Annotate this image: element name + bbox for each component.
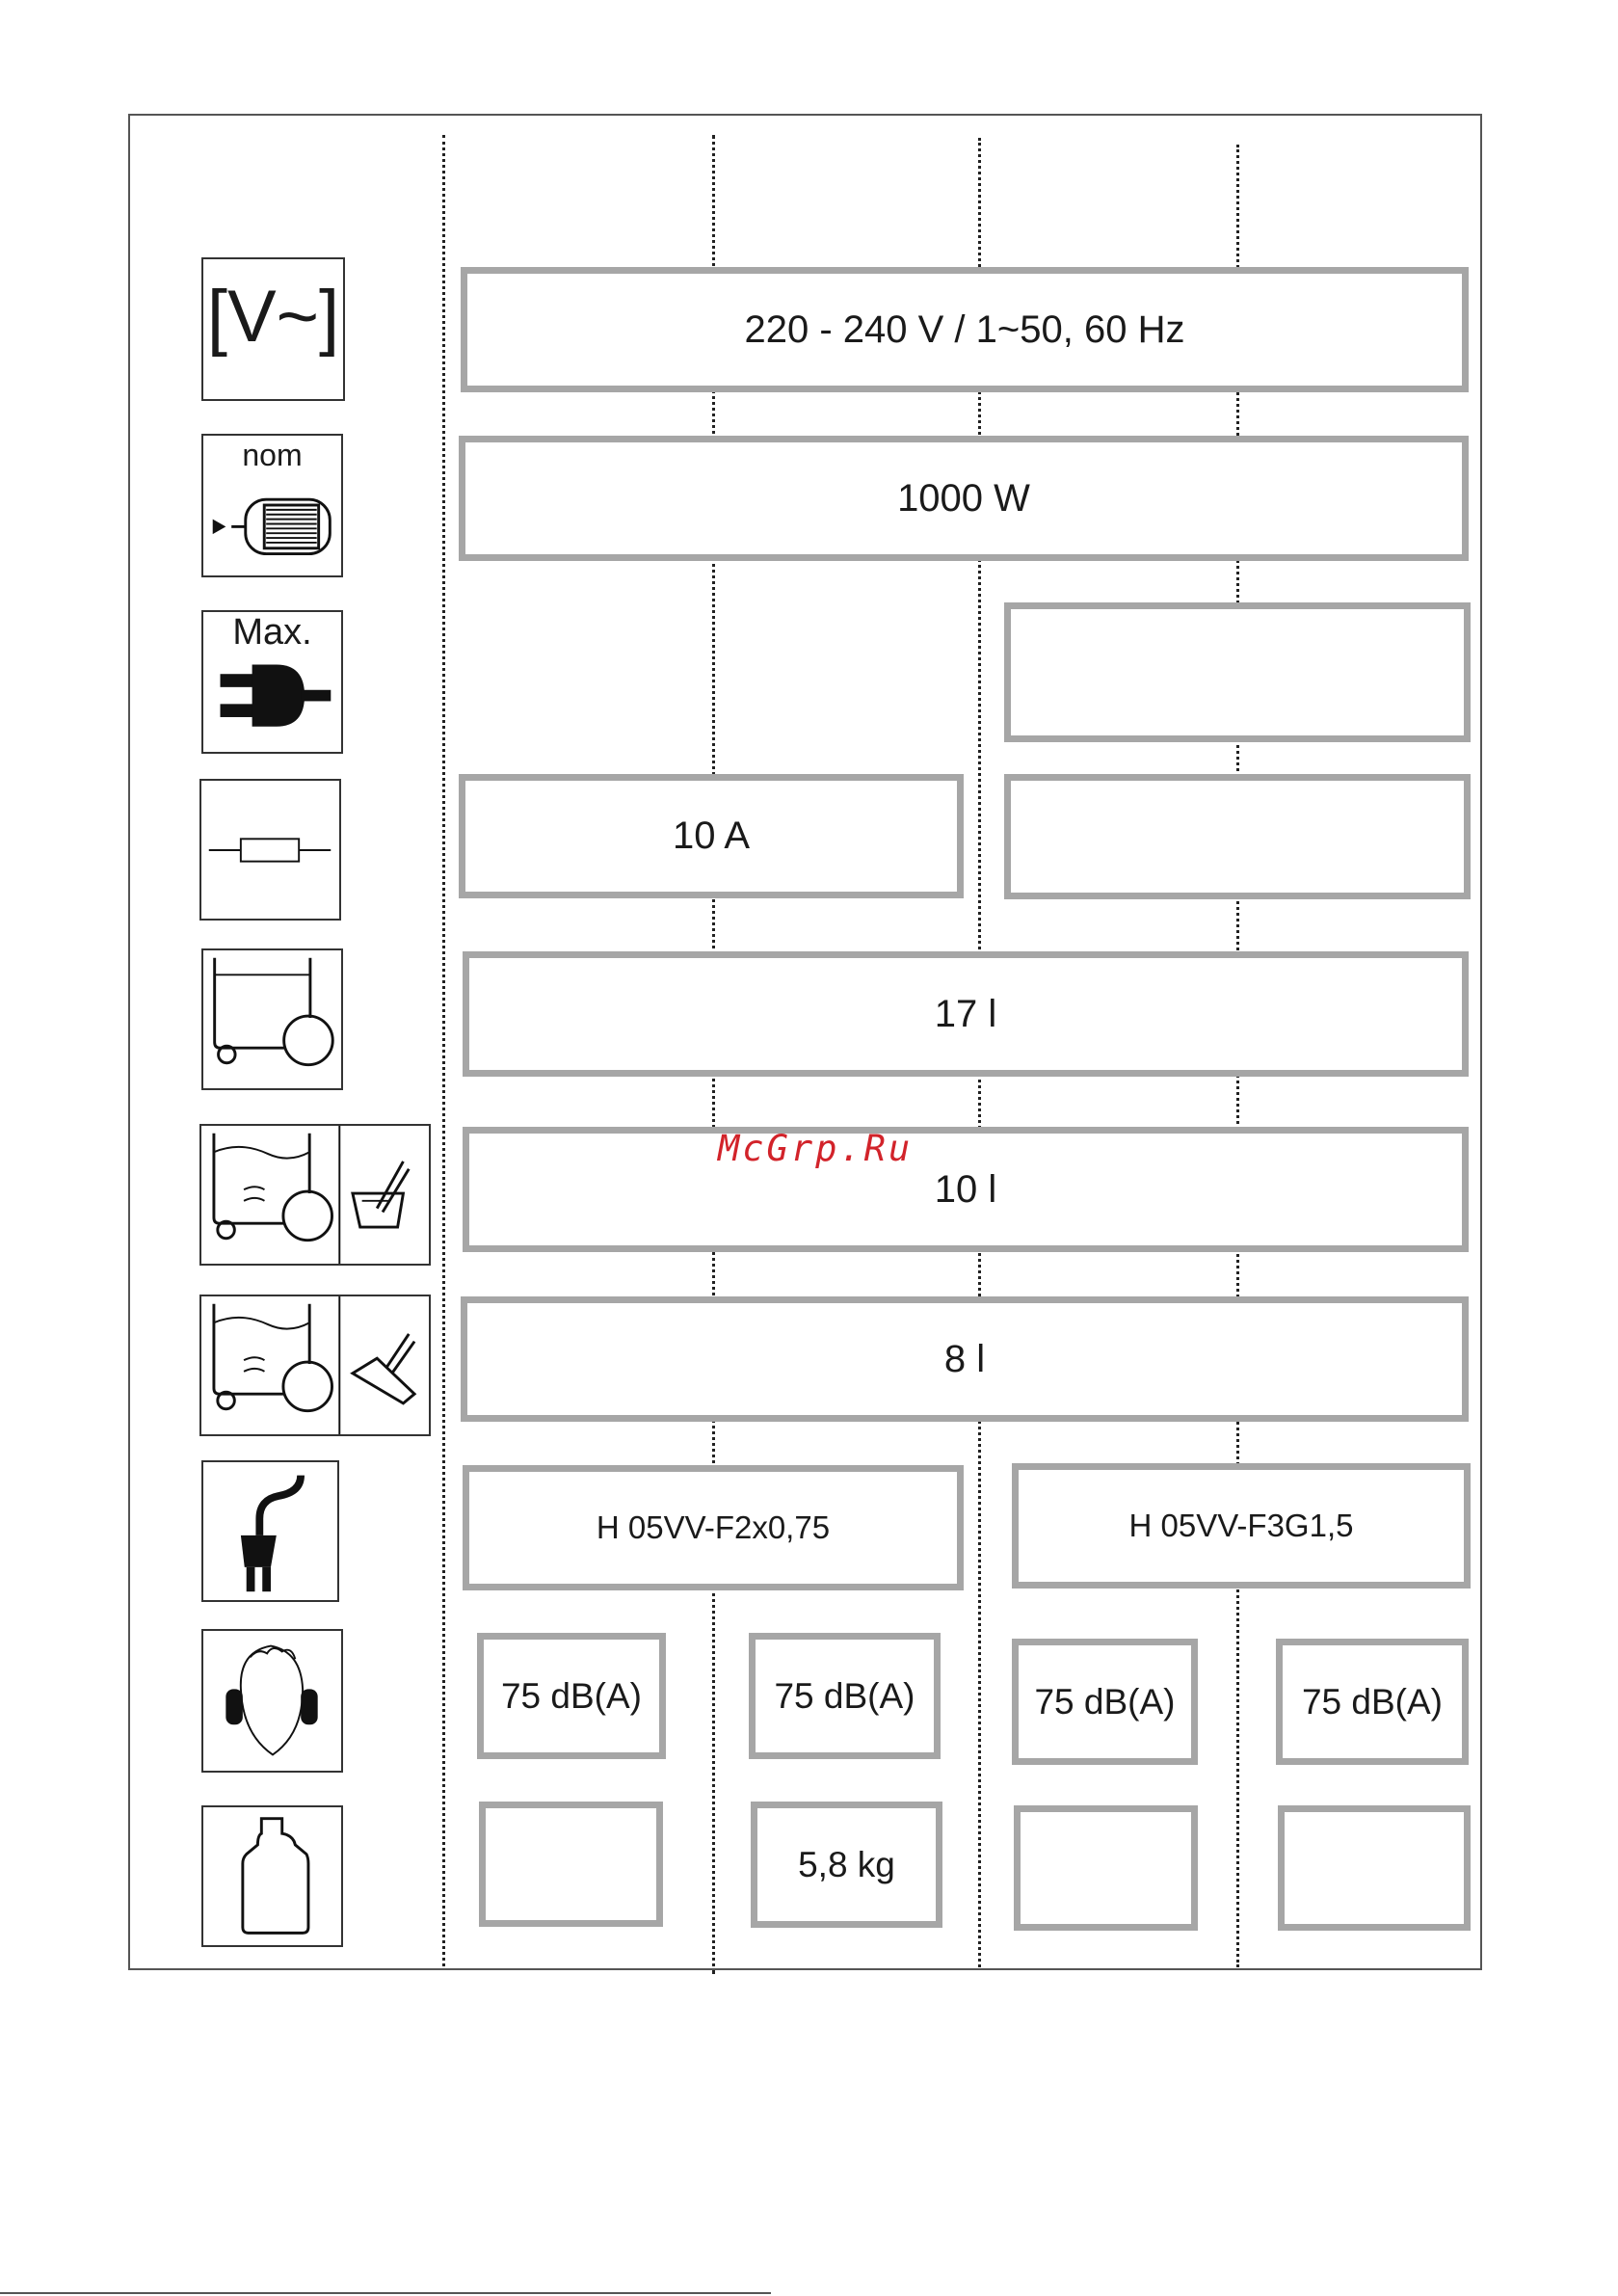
column-separator-1 xyxy=(442,135,445,1966)
liquid-capacity-bucket-value: 10 l xyxy=(934,1167,997,1211)
weight-box-2 xyxy=(751,1802,942,1928)
noise-value-3: 75 dB(A) xyxy=(1034,1681,1176,1722)
noise-value-4: 75 dB(A) xyxy=(1301,1681,1443,1722)
power-value: 1000 W xyxy=(897,476,1030,520)
power-cable-icon xyxy=(201,1460,339,1602)
voltage-icon-label: [V~] xyxy=(206,276,340,358)
liquid-capacity-floor-box xyxy=(461,1296,1469,1422)
voltage-icon xyxy=(201,257,345,401)
noise-box-1 xyxy=(477,1633,666,1759)
cable-right-value: H 05VV-F3G1,5 xyxy=(1128,1508,1354,1543)
cable-right-box xyxy=(1012,1463,1471,1589)
max-socket-right-box xyxy=(1004,602,1471,742)
noise-value-2: 75 dB(A) xyxy=(774,1675,915,1716)
weight-box-3 xyxy=(1014,1805,1198,1931)
watermark: McGrp.Ru xyxy=(718,1128,914,1169)
fuse-icon xyxy=(199,779,341,921)
liquid-capacity-bucket-icon xyxy=(199,1124,431,1266)
power-value-box xyxy=(459,436,1469,561)
noise-box-3 xyxy=(1012,1639,1198,1765)
weight-box-4 xyxy=(1278,1805,1471,1931)
fuse-left-value: 10 A xyxy=(672,814,751,857)
cable-left-box xyxy=(463,1465,964,1590)
motor-icon xyxy=(203,436,341,575)
weight-box-1 xyxy=(479,1802,663,1927)
fuse-left-box xyxy=(459,774,964,898)
liquid-capacity-floor-icon xyxy=(199,1295,431,1436)
voltage-value: 220 - 240 V / 1~50, 60 Hz xyxy=(744,307,1185,351)
footer-rule xyxy=(0,2292,771,2294)
voltage-value-box xyxy=(461,267,1469,392)
weight-value-2: 5,8 kg xyxy=(798,1844,895,1884)
tank-volume-box xyxy=(463,951,1469,1077)
tank-volume-value: 17 l xyxy=(934,992,997,1035)
liquid-capacity-bucket-box xyxy=(463,1127,1469,1252)
cable-left-value: H 05VV-F2x0,75 xyxy=(596,1509,831,1545)
tank-volume-icon xyxy=(201,948,343,1090)
nominal-power-motor-icon xyxy=(201,434,343,577)
weight-icon xyxy=(201,1805,343,1947)
max-power-label: Max. xyxy=(232,612,312,653)
max-power-plug-icon xyxy=(201,610,343,754)
noise-box-4 xyxy=(1276,1639,1469,1765)
nominal-power-label: nom xyxy=(242,438,303,472)
noise-value-1: 75 dB(A) xyxy=(500,1675,642,1716)
noise-box-2 xyxy=(749,1633,941,1759)
fuse-right-box xyxy=(1004,774,1471,899)
liquid-capacity-floor-value: 8 l xyxy=(943,1337,986,1380)
plug-icon xyxy=(203,612,341,752)
ear-protection-icon xyxy=(201,1629,343,1773)
